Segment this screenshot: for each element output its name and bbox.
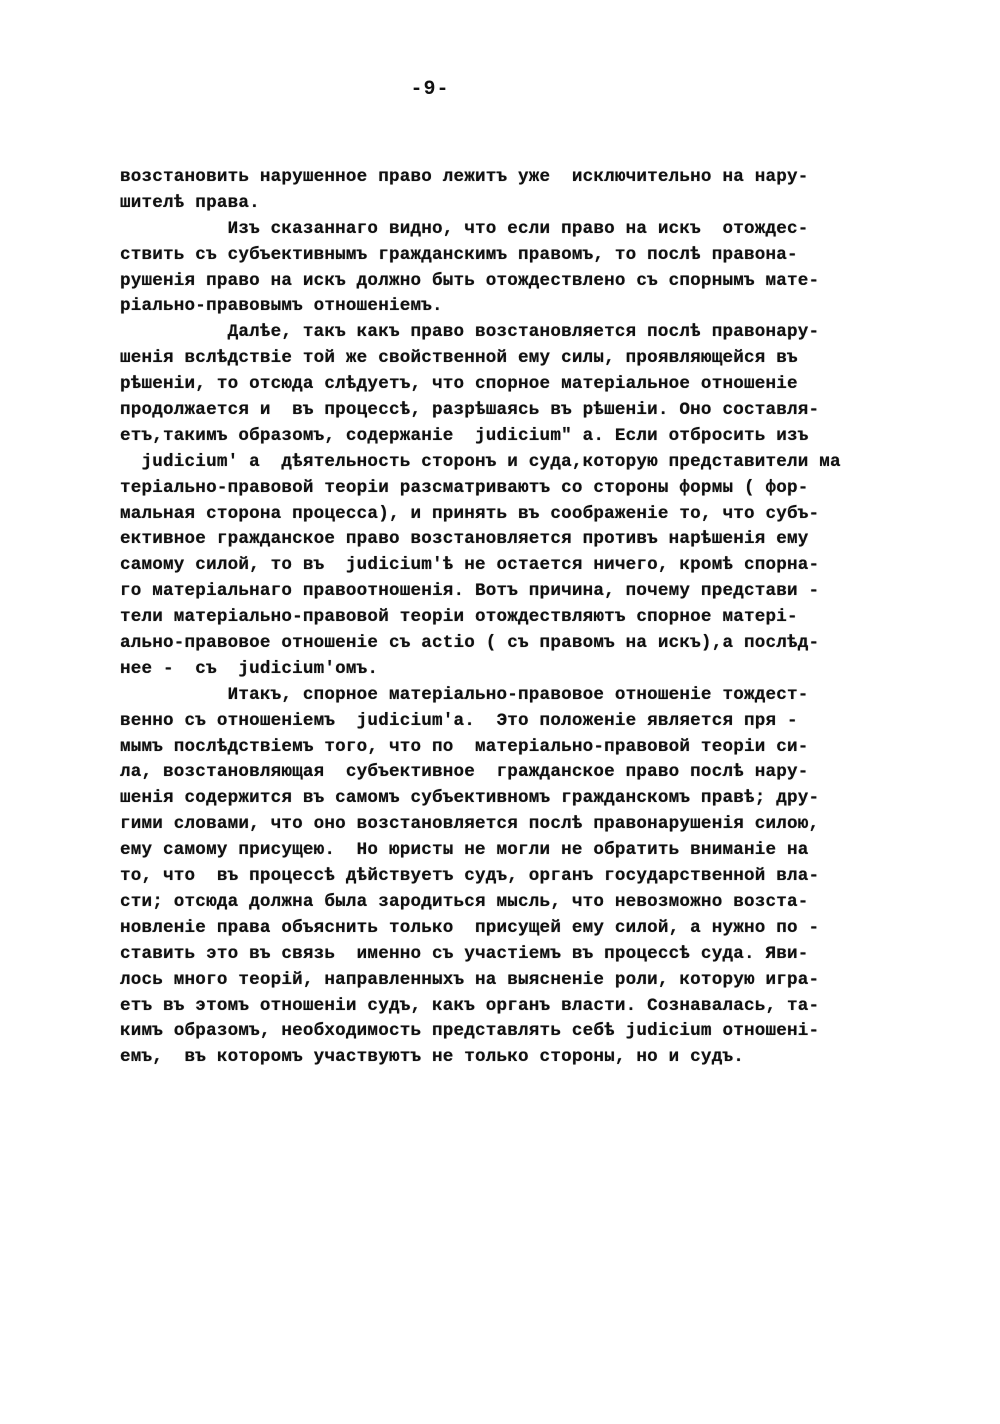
text-line: ствить съ субъективнымъ гражданскимъ правомъ, то послѣ правона-: [120, 244, 798, 265]
text-line: лось много теорій, направленныхъ на выясненіе роли, которую игра-: [120, 969, 820, 990]
text-line: то, что въ процессѣ дѣйствуетъ судъ, органъ государственной вла-: [120, 866, 820, 887]
text-line: новленіе права объяснить только присущей ему силой, а нужно по -: [120, 917, 820, 938]
text-line: кимъ образомъ, необходимость представлять себѣ judicium отношені-: [120, 1021, 820, 1042]
text-line: Изъ сказаннаго видно, что если право на искъ отождес-: [120, 218, 809, 239]
text-line: мымъ послѣдствіемъ того, что по матеріально-правовой теоріи си-: [120, 736, 809, 757]
text-line: го матеріальнаго правоотношенія. Вотъ причина, почему представи -: [120, 581, 820, 602]
text-line: теріально-правовой теоріи разсматриваютъ со стороны формы ( фор-: [120, 477, 809, 498]
text-line: шенія содержится въ самомъ субъективномъ гражданскомъ правѣ; дру-: [120, 788, 820, 809]
text-line: ставить это въ связь именно съ участіемъ въ процессѣ суда. Яви-: [120, 943, 809, 964]
text-line: нее - съ judicium'омъ.: [120, 658, 379, 679]
text-line: венно съ отношеніемъ judicium'а. Это положеніе является пря -: [120, 710, 798, 731]
text-line: ально-правовое отношеніе съ actio ( съ правомъ на искъ),а послѣд-: [120, 633, 820, 654]
text-line: Далѣе, такъ какъ право возстановляется послѣ правонару-: [120, 322, 820, 343]
text-line: ла, возстановляющая субъективное гражданское право послѣ нару-: [120, 762, 809, 783]
text-line: шителѣ права.: [120, 192, 260, 213]
text-line: емъ, въ которомъ участвуютъ не только стороны, но и судъ.: [120, 1047, 744, 1068]
text-line: Итакъ, спорное матеріально-правовое отношеніе тождест-: [120, 684, 809, 705]
text-line: самому силой, то въ judicium'ѣ не остается ничего, кромѣ спорна-: [120, 555, 820, 576]
body-text: [120, 165, 880, 1071]
text-line: шенія вслѣдствіе той же свойственной ему силы, проявляющейся въ: [120, 348, 798, 369]
text-line: возстановить нарушенное право лежитъ уже исключительно на нару-: [120, 167, 809, 187]
text-line: сти; отсюда должна была зародиться мысль, что невозможно возста-: [120, 891, 809, 912]
text-line: рѣшеніи, то отсюда слѣдуетъ, что спорное матеріальное отношеніе: [120, 374, 798, 395]
text-line: тели матеріально-правовой теоріи отождествляютъ спорное матері-: [120, 607, 798, 628]
text-line: продолжается и въ процессѣ, разрѣшаясь въ рѣшеніи. Оно составля-: [120, 400, 820, 421]
text-line: гими словами, что оно возстановляется послѣ правонарушенія силою,: [120, 814, 820, 835]
text-line: ективное гражданское право возстановляется противъ нарѣшенія ему: [120, 529, 809, 550]
text-line: етъ,такимъ образомъ, содержаніе judicium" а. Если отбросить изъ: [120, 425, 809, 446]
text-line: judicium' а дѣятельность сторонъ и суда,которую представители ма: [120, 451, 841, 472]
text-line: ему самому присущею. Но юристы не могли не обратить вниманіе на: [120, 840, 809, 861]
page-number: -9-: [410, 78, 450, 101]
text-line: рушенія право на искъ должно быть отождествлено съ спорнымъ мате-: [120, 270, 820, 291]
text-line: ріально-правовымъ отношеніемъ.: [120, 296, 443, 317]
text-line: етъ въ этомъ отношеніи судъ, какъ органъ власти. Сознавалась, та-: [120, 995, 820, 1016]
text-line: мальная сторона процесса), и принять въ соображеніе то, что субъ-: [120, 503, 820, 524]
